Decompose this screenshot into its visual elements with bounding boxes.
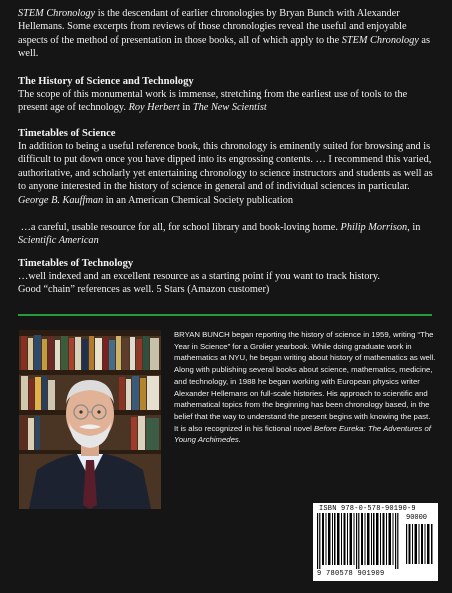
intro-text-end: as well.: [18, 34, 431, 60]
price-code: 90000: [406, 514, 428, 522]
review-text: The scope of this monumental work is immense, stretching from the earliest use of tools to the present age of technology. Roy Herbert in The New Scientist: [18, 89, 408, 114]
review-text-2: …a careful, usable resource for all, for school library and book-loving home. Philip Morrison, in Scientific American: [18, 222, 421, 247]
barcode-digits: 9 780578 901909: [317, 570, 385, 578]
review-timetables-science: [18, 127, 438, 248]
barcode-bars-icon: [317, 513, 403, 569]
isbn-barcode: [313, 503, 438, 581]
reviewer-name: Philip Morrison: [340, 222, 408, 234]
review-history-science: [18, 75, 438, 115]
author-photo: [19, 330, 161, 509]
review-text-2: Good “chain” references as well. 5 Stars (Amazon customer): [18, 284, 270, 296]
review-heading: The History of Science and Technology: [18, 76, 194, 87]
review-heading: Timetables of Science: [18, 128, 116, 139]
section-divider: [18, 314, 432, 316]
author-bio: BRYAN BUNCH began reporting the history of science in 1959, writing “The Year in Science” for a Grolier yearbook. While doing graduate work in mathematics at NYU, he began writing about history of mathematics as well. Along with publishing several books about science, mathematics, medicine, and technology, in 1988 he began working with European physics writer Alexander Hellemans on full-scale histories. His approach to scientific and mathematical topics from the beginning has been chronology based, in the belief that the way to understand the present begins with knowing the past. It is also recognized in his fictional novel Before Eureka: The Adventures of Young Archimedes.: [174, 330, 436, 445]
book-title: STEM Chronology: [18, 8, 96, 19]
intro-paragraph: [18, 7, 438, 61]
price-barcode-icon: [406, 524, 434, 564]
publication-name: The New Scientist: [192, 102, 267, 114]
intro-text: is the descendant of earlier chronologies by Bryan Bunch with Alexander Hellemans. Some excerpts from reviews of those chronologies reveal the useful and enjoyable aspects of the method of presentation in those books, all of which apply to the: [18, 8, 407, 46]
publication-name: Scientific American: [18, 235, 99, 247]
review-text: In addition to being a useful reference book, this chronology is eminently suited for browsing and is difficult to put down once you have dipped into its engrossing contents. … I recommend this varied, authoritative, and scholarly yet entertaining chronology to science instructors and students as well as to anyone interested in the history of science in general and of individual sciences in particular. George B. Kauffman in an American Chemical Society publication: [18, 141, 433, 206]
reviewer-name: Roy Herbert: [128, 102, 180, 114]
review-heading: Timetables of Technology: [18, 258, 134, 269]
novel-title: Before Eureka: The Adventures of Young Archimedes.: [174, 423, 431, 445]
review-text: …well indexed and an excellent resource as a starting point if you want to track history.: [18, 271, 380, 282]
reviewer-name: George B. Kauffman: [18, 194, 104, 206]
review-timetables-technology: [18, 257, 438, 297]
isbn-number: ISBN 978-0-578-90190-9: [319, 505, 416, 513]
book-title-2: STEM Chronology: [341, 34, 419, 46]
